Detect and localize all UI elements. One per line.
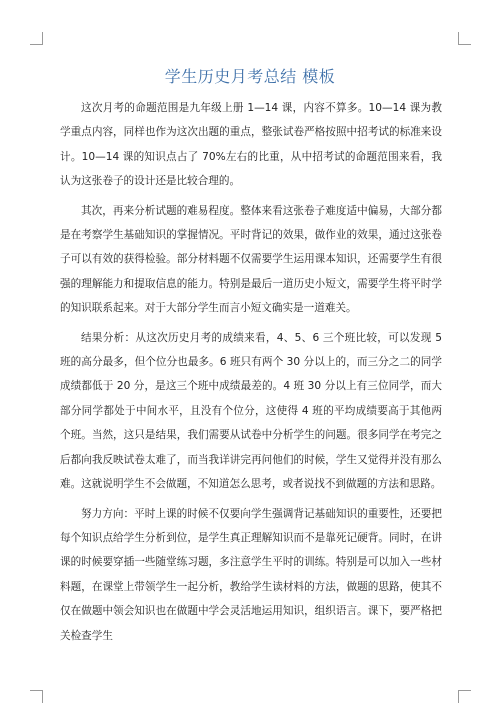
crop-mark-bottom-right bbox=[458, 690, 471, 703]
paragraph-direction: 努力方向：平时上课的时候不仅要向学生强调背记基础知识的重要性，还要把每个知识点给学生分析到位，是学生真正理解知识而不是靠死记硬背。同时，在讲课的时候要穿插一些随堂练习题，多注意学生平时的训练。特别是可以加入一些材料题，在课堂上带领学生一起分析，教给学生读材料的方法，做题的思路，使其不仅在做题中领会知识也在做题中学会灵活地运用知识，组织语言。课下，要严格把关检查学生 bbox=[60, 507, 442, 642]
crop-mark-top-left bbox=[30, 32, 43, 45]
document-body bbox=[60, 96, 442, 653]
crop-mark-bottom-left bbox=[30, 690, 43, 703]
paragraph-results: 结果分析：从这次历史月考的成绩来看，4、5、6 三个班比较，可以发现 5 班的高分最多，但个位分也最多。6 班只有两个 30 分以上的，而三分之二的同学成绩都低于 20 分，是这三个班中成绩最差的。4 班 30 分以上有三位同学，而大部分同学都处于中间水平，且没有个位分，这使得 4 班的平均成绩要高于其他两个班。当然，这只是结果，我们需要从试卷中分析学生的问题。很多同学在考完之后都向我反映试卷太难了，而当我详讲完再问他们的时候，学生又觉得并没有那么难。这就说明学生不会做题，不知道怎么思考，或者说找不到做题的方法和思路。 bbox=[60, 331, 442, 491]
paragraph-scope: 这次月考的命题范围是九年级上册 1—14 课，内容不算多。10—14 课为教学重点内容，同样也作为这次出题的重点，整张试卷严格按照中招考试的标准来设计。10—14 课的知识点占了 70%左右的比重，从中招考试的命题范围来看，我认为这张卷子的设计还是比较合理的。 bbox=[60, 102, 442, 188]
paragraph-difficulty: 其次，再来分析试题的难易程度。整体来看这张卷子难度适中偏易，大部分都是在考察学生基础知识的掌握情况。平时背记的效果，做作业的效果，通过这张卷子可以有效的获得检验。部分材料题不仅需要学生运用课本知识，还需要学生有很强的理解能力和提取信息的能力。特别是最后一道历史小短文，需要学生将平时学的知识联系起来。对于大部分学生而言小短文确实是一道难关。 bbox=[60, 204, 442, 315]
crop-mark-top-right bbox=[458, 32, 471, 45]
document-title: 学生历史月考总结 模板 bbox=[164, 67, 336, 86]
